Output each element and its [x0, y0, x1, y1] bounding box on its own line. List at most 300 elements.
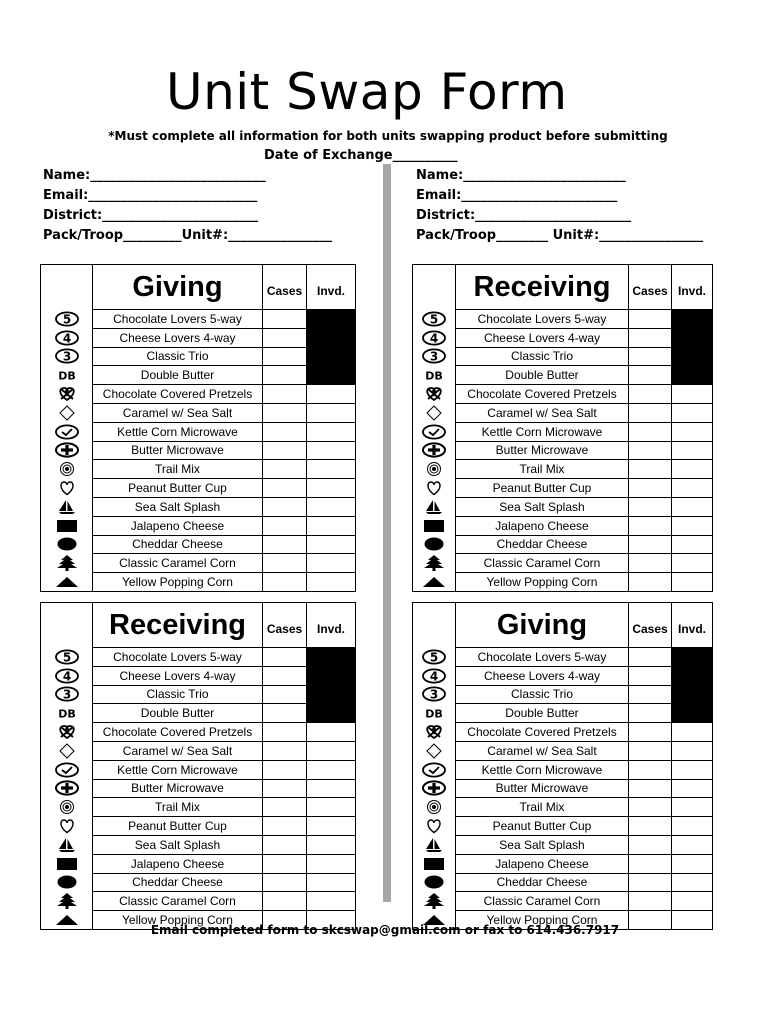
cases-cell[interactable] — [263, 648, 307, 667]
invd-cell[interactable] — [307, 441, 356, 460]
invd-cell[interactable] — [307, 573, 356, 592]
cases-cell[interactable] — [629, 347, 672, 366]
product-name: Double Butter — [93, 366, 263, 385]
cases-cell[interactable] — [629, 741, 672, 760]
invd-cell[interactable] — [307, 460, 356, 479]
invd-cell[interactable] — [672, 835, 713, 854]
plus-circle-icon — [413, 779, 456, 798]
product-name: Chocolate Covered Pretzels — [93, 723, 263, 742]
product-name: Trail Mix — [456, 798, 629, 817]
section-heading: Receiving — [456, 265, 629, 310]
cases-cell[interactable] — [629, 554, 672, 573]
cases-cell[interactable] — [629, 704, 672, 723]
tree-icon — [413, 892, 456, 911]
product-name: Yellow Popping Corn — [456, 573, 629, 592]
target-icon — [41, 798, 93, 817]
cases-header: Cases — [263, 265, 307, 310]
right-email-field[interactable]: Email:________________________ — [416, 188, 618, 203]
left-unit-fields — [43, 166, 332, 246]
cases-cell[interactable] — [263, 554, 307, 573]
cases-cell[interactable] — [263, 516, 307, 535]
right-district-field[interactable]: District:________________________ — [416, 208, 632, 223]
invd-cell — [672, 328, 713, 347]
cases-cell[interactable] — [263, 817, 307, 836]
cases-cell[interactable] — [629, 328, 672, 347]
cases-cell[interactable] — [263, 347, 307, 366]
product-name: Sea Salt Splash — [93, 497, 263, 516]
product-row — [41, 422, 356, 441]
left-pack-unit-field[interactable]: Pack/Troop_________Unit#:________________ — [43, 228, 333, 243]
invd-cell[interactable] — [672, 441, 713, 460]
cases-cell[interactable] — [263, 328, 307, 347]
invd-cell[interactable] — [307, 760, 356, 779]
svg-text:3: 3 — [62, 349, 71, 364]
receiving-table-top-right — [412, 264, 713, 592]
product-row — [41, 441, 356, 460]
invd-cell[interactable] — [672, 573, 713, 592]
product-row — [413, 366, 713, 385]
pretzel-icon — [41, 723, 93, 742]
product-row — [41, 497, 356, 516]
invd-cell[interactable] — [672, 779, 713, 798]
product-row — [41, 723, 356, 742]
invd-cell[interactable] — [672, 817, 713, 836]
invd-cell[interactable] — [307, 854, 356, 873]
product-name: Chocolate Lovers 5-way — [93, 648, 263, 667]
invd-cell[interactable] — [672, 385, 713, 404]
date-of-exchange-field[interactable]: Date of Exchange__________ — [264, 148, 458, 163]
cases-cell[interactable] — [263, 723, 307, 742]
invd-cell — [672, 366, 713, 385]
invd-cell[interactable] — [672, 741, 713, 760]
svg-text:5: 5 — [62, 312, 71, 327]
product-row — [413, 535, 713, 554]
cases-cell[interactable] — [263, 798, 307, 817]
black-triangle-icon — [41, 573, 93, 592]
product-name: Caramel w/ Sea Salt — [456, 403, 629, 422]
left-email-field[interactable]: Email:__________________________ — [43, 188, 258, 203]
invd-cell — [672, 666, 713, 685]
tree-icon — [413, 554, 456, 573]
product-row — [413, 460, 713, 479]
product-row — [413, 310, 713, 329]
product-name: Kettle Corn Microwave — [456, 422, 629, 441]
invd-cell[interactable] — [307, 741, 356, 760]
invd-cell — [307, 648, 356, 667]
product-row — [41, 854, 356, 873]
four-circle-icon — [41, 328, 93, 347]
black-rectangle-icon — [413, 516, 456, 535]
invd-cell[interactable] — [307, 385, 356, 404]
cases-cell[interactable] — [263, 854, 307, 873]
invd-cell[interactable] — [307, 497, 356, 516]
invd-cell[interactable] — [307, 798, 356, 817]
black-rectangle-icon — [413, 854, 456, 873]
center-divider — [383, 164, 391, 902]
cases-cell[interactable] — [263, 479, 307, 498]
product-name: Peanut Butter Cup — [93, 479, 263, 498]
cases-header: Cases — [263, 603, 307, 648]
product-row — [41, 648, 356, 667]
product-row — [413, 422, 713, 441]
invd-header: Invd. — [672, 603, 713, 648]
product-row — [41, 685, 356, 704]
instructions-note: *Must complete all information for both units swapping product before submitting — [108, 129, 668, 143]
invd-cell[interactable] — [672, 873, 713, 892]
cases-cell[interactable] — [629, 873, 672, 892]
cases-cell[interactable] — [629, 441, 672, 460]
product-row — [41, 817, 356, 836]
black-oval-icon — [413, 535, 456, 554]
black-oval-icon — [41, 873, 93, 892]
four-circle-icon — [41, 666, 93, 685]
invd-cell[interactable] — [672, 516, 713, 535]
product-name: Butter Microwave — [93, 441, 263, 460]
invd-cell — [672, 648, 713, 667]
cases-cell[interactable] — [629, 460, 672, 479]
product-name: Jalapeno Cheese — [456, 854, 629, 873]
cases-cell[interactable] — [263, 310, 307, 329]
cases-cell[interactable] — [629, 366, 672, 385]
five-circle-icon — [41, 648, 93, 667]
product-row — [41, 873, 356, 892]
product-name: Double Butter — [456, 704, 629, 723]
cases-cell[interactable] — [263, 385, 307, 404]
cases-cell[interactable] — [263, 403, 307, 422]
cases-cell[interactable] — [263, 873, 307, 892]
svg-text:3: 3 — [429, 687, 439, 702]
product-row — [413, 666, 713, 685]
cases-cell[interactable] — [263, 835, 307, 854]
section-heading: Giving — [456, 603, 629, 648]
check-circle-icon — [41, 760, 93, 779]
product-name: Jalapeno Cheese — [456, 516, 629, 535]
product-row — [41, 835, 356, 854]
cases-cell[interactable] — [263, 779, 307, 798]
footer-contact: Email completed form to skcswap@gmail.com or fax to 614.436.7917 — [150, 923, 620, 937]
product-row — [413, 347, 713, 366]
product-row — [413, 441, 713, 460]
product-row — [41, 798, 356, 817]
diamond-outline-icon — [41, 403, 93, 422]
left-name-field[interactable]: Name:___________________________ — [43, 168, 266, 183]
invd-cell[interactable] — [307, 892, 356, 911]
product-row — [41, 385, 356, 404]
product-row — [41, 347, 356, 366]
invd-cell[interactable] — [307, 422, 356, 441]
product-name: Trail Mix — [93, 798, 263, 817]
product-name: Cheese Lovers 4-way — [456, 666, 629, 685]
invd-cell[interactable] — [672, 760, 713, 779]
cases-header: Cases — [629, 265, 672, 310]
black-triangle-icon — [413, 573, 456, 592]
cases-cell[interactable] — [629, 892, 672, 911]
three-circle-icon — [413, 347, 456, 366]
product-row — [41, 328, 356, 347]
product-row — [413, 817, 713, 836]
sailboat-icon — [41, 835, 93, 854]
product-name: Cheddar Cheese — [456, 873, 629, 892]
cases-cell[interactable] — [629, 779, 672, 798]
invd-cell[interactable] — [672, 403, 713, 422]
product-name: Double Butter — [93, 704, 263, 723]
product-name: Kettle Corn Microwave — [93, 760, 263, 779]
icon-header — [413, 603, 456, 648]
product-name: Chocolate Covered Pretzels — [456, 723, 629, 742]
product-row — [41, 479, 356, 498]
product-name: Chocolate Lovers 5-way — [93, 310, 263, 329]
product-name: Yellow Popping Corn — [93, 573, 263, 592]
svg-text:4: 4 — [62, 669, 71, 684]
cases-cell[interactable] — [263, 704, 307, 723]
invd-cell[interactable] — [307, 535, 356, 554]
db-text-icon — [413, 366, 456, 385]
heart-outline-icon — [413, 479, 456, 498]
product-name: Butter Microwave — [456, 441, 629, 460]
product-row — [413, 403, 713, 422]
cases-cell[interactable] — [629, 723, 672, 742]
black-oval-icon — [41, 535, 93, 554]
section-heading: Receiving — [93, 603, 263, 648]
svg-text:3: 3 — [429, 349, 439, 364]
svg-text:4: 4 — [429, 331, 439, 346]
product-name: Classic Trio — [93, 685, 263, 704]
cases-cell[interactable] — [629, 310, 672, 329]
giving-table-top-left — [40, 264, 356, 592]
receiving-table-bottom-left — [40, 602, 356, 930]
product-row — [41, 554, 356, 573]
cases-cell[interactable] — [263, 892, 307, 911]
cases-cell[interactable] — [629, 798, 672, 817]
db-text-icon — [413, 704, 456, 723]
product-name: Classic Trio — [93, 347, 263, 366]
product-row — [413, 704, 713, 723]
product-row — [41, 403, 356, 422]
svg-text:DB: DB — [57, 369, 76, 383]
invd-header: Invd. — [307, 265, 356, 310]
five-circle-icon — [413, 648, 456, 667]
pretzel-icon — [413, 723, 456, 742]
invd-header: Invd. — [307, 603, 356, 648]
product-name: Kettle Corn Microwave — [456, 760, 629, 779]
four-circle-icon — [413, 328, 456, 347]
product-name: Cheddar Cheese — [93, 873, 263, 892]
tree-icon — [41, 892, 93, 911]
product-name: Double Butter — [456, 366, 629, 385]
cases-cell[interactable] — [263, 460, 307, 479]
product-row — [41, 516, 356, 535]
product-row — [413, 497, 713, 516]
product-name: Cheese Lovers 4-way — [456, 328, 629, 347]
invd-cell[interactable] — [307, 479, 356, 498]
product-row — [413, 798, 713, 817]
giving-table-bottom-right — [412, 602, 713, 930]
cases-cell[interactable] — [263, 573, 307, 592]
target-icon — [41, 460, 93, 479]
cases-cell[interactable] — [629, 760, 672, 779]
product-row — [413, 573, 713, 592]
cases-cell[interactable] — [263, 422, 307, 441]
cases-cell[interactable] — [263, 685, 307, 704]
product-row — [41, 666, 356, 685]
invd-cell[interactable] — [307, 723, 356, 742]
product-name: Sea Salt Splash — [93, 835, 263, 854]
product-row — [413, 554, 713, 573]
sailboat-icon — [413, 835, 456, 854]
product-row — [413, 835, 713, 854]
product-name: Chocolate Covered Pretzels — [93, 385, 263, 404]
cases-cell[interactable] — [629, 854, 672, 873]
heart-outline-icon — [413, 817, 456, 836]
section-heading: Giving — [93, 265, 263, 310]
product-name: Jalapeno Cheese — [93, 516, 263, 535]
product-name: Classic Trio — [456, 685, 629, 704]
invd-cell[interactable] — [672, 422, 713, 441]
cases-cell[interactable] — [629, 497, 672, 516]
cases-cell[interactable] — [629, 479, 672, 498]
icon-header — [41, 265, 93, 310]
product-name: Chocolate Lovers 5-way — [456, 648, 629, 667]
invd-cell[interactable] — [672, 854, 713, 873]
cases-cell[interactable] — [263, 497, 307, 516]
cases-cell[interactable] — [629, 817, 672, 836]
diamond-outline-icon — [413, 741, 456, 760]
cases-cell[interactable] — [629, 422, 672, 441]
product-row — [41, 366, 356, 385]
cases-cell[interactable] — [629, 573, 672, 592]
three-circle-icon — [41, 685, 93, 704]
product-name: Caramel w/ Sea Salt — [456, 741, 629, 760]
product-name: Caramel w/ Sea Salt — [93, 403, 263, 422]
cases-cell[interactable] — [629, 666, 672, 685]
check-circle-icon — [413, 422, 456, 441]
svg-text:DB: DB — [425, 707, 443, 721]
sailboat-icon — [41, 497, 93, 516]
product-name: Peanut Butter Cup — [456, 817, 629, 836]
invd-cell — [307, 666, 356, 685]
product-name: Cheese Lovers 4-way — [93, 328, 263, 347]
product-name: Caramel w/ Sea Salt — [93, 741, 263, 760]
svg-text:4: 4 — [62, 331, 71, 346]
three-circle-icon — [413, 685, 456, 704]
five-circle-icon — [413, 310, 456, 329]
sailboat-icon — [413, 497, 456, 516]
invd-cell[interactable] — [672, 479, 713, 498]
plus-circle-icon — [41, 441, 93, 460]
product-row — [413, 873, 713, 892]
cases-cell[interactable] — [263, 366, 307, 385]
product-row — [413, 479, 713, 498]
invd-cell[interactable] — [672, 554, 713, 573]
invd-cell — [307, 347, 356, 366]
product-name: Butter Microwave — [93, 779, 263, 798]
product-row — [413, 685, 713, 704]
product-name: Classic Trio — [456, 347, 629, 366]
product-row — [413, 760, 713, 779]
page-title: Unit Swap Form — [166, 63, 568, 121]
invd-cell[interactable] — [307, 779, 356, 798]
product-row — [41, 779, 356, 798]
invd-cell — [307, 366, 356, 385]
product-row — [413, 779, 713, 798]
invd-cell[interactable] — [672, 460, 713, 479]
cases-cell[interactable] — [629, 835, 672, 854]
cases-cell[interactable] — [263, 666, 307, 685]
product-name: Peanut Butter Cup — [93, 817, 263, 836]
heart-outline-icon — [41, 817, 93, 836]
right-name-field[interactable]: Name:_________________________ — [416, 168, 626, 183]
product-name: Jalapeno Cheese — [93, 854, 263, 873]
invd-cell[interactable] — [672, 723, 713, 742]
invd-cell[interactable] — [307, 516, 356, 535]
invd-cell[interactable] — [307, 403, 356, 422]
invd-cell — [672, 347, 713, 366]
invd-cell[interactable] — [672, 798, 713, 817]
pretzel-icon — [413, 385, 456, 404]
cases-cell[interactable] — [263, 441, 307, 460]
invd-cell[interactable] — [307, 873, 356, 892]
invd-header: Invd. — [672, 265, 713, 310]
invd-cell[interactable] — [307, 817, 356, 836]
product-name: Cheese Lovers 4-way — [93, 666, 263, 685]
product-row — [413, 385, 713, 404]
svg-text:DB: DB — [425, 369, 443, 383]
invd-cell[interactable] — [672, 497, 713, 516]
cases-cell[interactable] — [263, 760, 307, 779]
cases-cell[interactable] — [263, 741, 307, 760]
product-name: Cheddar Cheese — [456, 535, 629, 554]
product-row — [41, 760, 356, 779]
three-circle-icon — [41, 347, 93, 366]
cases-cell[interactable] — [263, 535, 307, 554]
right-pack-unit-field[interactable]: Pack/Troop________ Unit#:________________ — [416, 228, 704, 243]
product-name: Peanut Butter Cup — [456, 479, 629, 498]
icon-header — [413, 265, 456, 310]
product-row — [41, 892, 356, 911]
product-row — [413, 648, 713, 667]
target-icon — [413, 460, 456, 479]
plus-circle-icon — [413, 441, 456, 460]
invd-cell — [307, 310, 356, 329]
invd-cell — [672, 310, 713, 329]
right-unit-fields — [416, 166, 703, 246]
invd-cell[interactable] — [672, 535, 713, 554]
cases-header: Cases — [629, 603, 672, 648]
left-district-field[interactable]: District:________________________ — [43, 208, 259, 223]
cases-cell[interactable] — [629, 516, 672, 535]
invd-cell[interactable] — [307, 835, 356, 854]
cases-cell[interactable] — [629, 385, 672, 404]
invd-cell[interactable] — [307, 554, 356, 573]
cases-cell[interactable] — [629, 685, 672, 704]
cases-cell[interactable] — [629, 648, 672, 667]
product-row — [41, 310, 356, 329]
product-row — [41, 704, 356, 723]
product-row — [413, 723, 713, 742]
invd-cell — [307, 328, 356, 347]
invd-cell[interactable] — [672, 892, 713, 911]
product-name: Trail Mix — [456, 460, 629, 479]
cases-cell[interactable] — [629, 535, 672, 554]
svg-text:5: 5 — [429, 650, 439, 665]
cases-cell[interactable] — [629, 403, 672, 422]
product-name: Sea Salt Splash — [456, 835, 629, 854]
tree-icon — [41, 554, 93, 573]
product-name: Sea Salt Splash — [456, 497, 629, 516]
product-row — [413, 328, 713, 347]
product-name: Classic Caramel Corn — [93, 892, 263, 911]
check-circle-icon — [41, 422, 93, 441]
